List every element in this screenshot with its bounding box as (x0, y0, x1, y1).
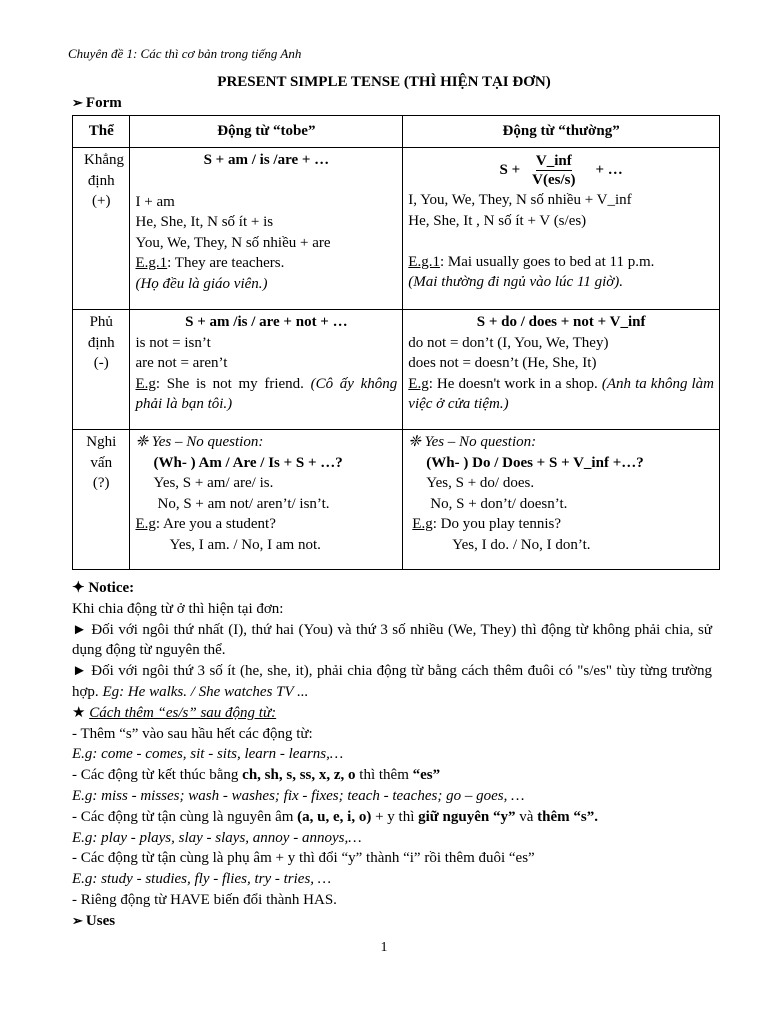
answer-yes: Yes, S + am/ are/ is. (153, 475, 274, 491)
formula: S + $\frac{\text{V\_inf}}{V(es/s)}$ + … (499, 152, 623, 188)
answer-no: No, S + don’t/ doesn’t. (430, 495, 568, 512)
page-header: Chuyên đề 1: Các thì cơ bản trong tiếng Anh (68, 46, 302, 61)
table-row-question (73, 430, 720, 570)
rule-line: is not = isn’t (135, 334, 211, 351)
answer-yes: Yes, S + do/ does. (426, 475, 535, 491)
rule-5: - Riêng động từ HAVE biến đổi thành HAS. (72, 891, 337, 908)
header-tobe: Động từ “tobe” (130, 116, 403, 148)
page-title: PRESENT SIMPLE TENSE (THÌ HIỆN TẠI ĐƠN) (217, 74, 551, 90)
example-translation: (Họ đều là giáo viên.) (135, 275, 268, 292)
rule-line: I, You, We, They, N số nhiều + V_inf (408, 192, 632, 208)
rule-line: are not = aren’t (135, 355, 228, 371)
rule-line: You, We, They, N số nhiều + are (135, 234, 331, 251)
label-question: Nghi vấn (?) (73, 430, 130, 570)
label-affirmative: Khẳng định (+) (73, 148, 130, 310)
notice-point-1: ► Đối với ngôi thứ nhất (I), thứ hai (You) và thứ 3 số nhiều (We, They) thì động từ không phải chia, sử dụng động từ nguyên thể. (72, 621, 712, 659)
section-uses: ➢ Uses (72, 912, 116, 929)
rule-1: - Thêm “s” vào sau hầu hết các động từ: (72, 725, 313, 742)
question-heading: ❈ Yes – No question: (408, 434, 537, 450)
notice-intro: Khi chia động từ ở thì hiện tại đơn: (72, 600, 284, 617)
rule-3: - Các động từ tận cùng là nguyên âm (a, u, e, i, o) + y thì giữ nguyên “y” và thêm “s”. (72, 808, 598, 825)
example: E.g: He doesn't work in a shop. (Anh ta không làm việc ở cửa tiệm.) (408, 375, 715, 412)
formula: (Wh- ) Am / Are / Is + S + …? (153, 454, 343, 471)
notice-section (72, 578, 712, 932)
rule-3-example: E.g: play - plays, slay - slays, annoy - annoys,… (72, 829, 362, 846)
example: E.g: Are you a student? (135, 516, 276, 532)
rule-4: - Các động từ tận cùng là phụ âm + y thì đổi “y” thành “i” rồi thêm đuôi “es” (72, 850, 535, 867)
header-the: Thể (73, 116, 130, 148)
formula: (Wh- ) Do / Does + S + V_inf +…? (426, 454, 644, 471)
table-row-affirmative (73, 148, 720, 310)
cell-affirmative-tobe (130, 148, 403, 310)
page-number: 1 (380, 940, 388, 955)
rule-1-example: E.g: come - comes, sit - sits, learn - learns,… (72, 746, 344, 763)
table-row-negative (73, 310, 720, 430)
question-heading: ❈ Yes – No question: (135, 434, 264, 450)
header-ordinary: Động từ “thường” (403, 116, 720, 148)
section-form-label: Form (85, 95, 122, 111)
answer-no: No, S + am not/ aren’t/ isn’t. (157, 495, 330, 512)
formula: S + am / is /are + … (203, 152, 330, 168)
cell-question-ordinary (403, 430, 720, 570)
cell-negative-tobe (130, 310, 403, 430)
example: E.g.1: Mai usually goes to bed at 11 p.m. (408, 253, 655, 270)
cell-negative-ordinary (403, 310, 720, 430)
formula: S + am /is / are + not + … (185, 314, 348, 330)
star-icon: ★ (72, 704, 90, 721)
arrow-icon: ➢ (72, 912, 83, 928)
rule-line: He, She, It , N số ít + V (s/es) (408, 212, 587, 229)
example: E.g: She is not my friend. (Cô ấy không phải là bạn tôi.) (135, 375, 398, 412)
rule-line: He, She, It, N số ít + is (135, 214, 274, 230)
example-answer: Yes, I do. / No, I don’t. (452, 536, 591, 553)
example-translation: (Mai thường đi ngủ vào lúc 11 giờ). (408, 274, 623, 290)
notice-point-2: ► Đối với ngôi thứ 3 số ít (he, she, it), phải chia động từ bằng cách thêm đuôi có "s/es" tùy từng trường hợp. Eg: He walks. / She watches TV ... (72, 663, 712, 700)
rule-line: do not = don’t (I, You, We, They) (408, 334, 609, 351)
label-negative: Phủ định (-) (73, 310, 130, 430)
example: E.g: Do you play tennis? (412, 516, 562, 532)
arrow-icon: ➢ (72, 95, 83, 110)
cell-question-tobe (130, 430, 403, 570)
example: E.g.1: They are teachers. (135, 255, 285, 271)
rule-2-example: E.g: miss - misses; wash - washes; fix - fixes; teach - teaches; go – goes, … (72, 787, 525, 804)
rule-2: - Các động từ kết thúc bằng ch, sh, s, ss, x, z, o thì thêm “es” (72, 767, 441, 784)
howto-heading: ★ Cách thêm “es/s” sau động từ: (72, 704, 277, 721)
table-header-row (73, 116, 720, 148)
rule-4-example: E.g: study - studies, fly - flies, try - tries, … (72, 871, 332, 888)
formula: S + do / does + not + V_inf (476, 314, 646, 330)
example-answer: Yes, I am. / No, I am not. (169, 536, 321, 553)
cell-affirmative-ordinary (403, 148, 720, 310)
section-form (72, 95, 122, 112)
rule-line: I + am (135, 193, 175, 210)
notice-title: ✦ Notice: (72, 580, 135, 596)
rule-line: does not = doesn’t (He, She, It) (408, 355, 597, 371)
form-table (72, 115, 720, 570)
